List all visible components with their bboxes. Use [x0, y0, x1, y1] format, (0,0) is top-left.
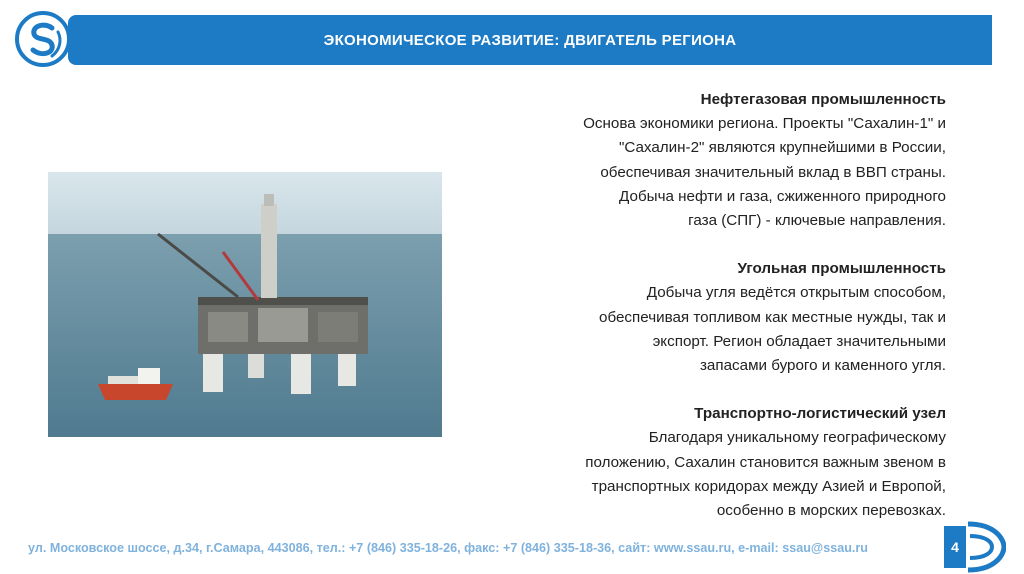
section-body: Добыча угля ведётся открытым способом, обеспечивая топливом как местные нужды, так и экспорт. Регион обладает значительными запасами бурого и каменного угля.	[599, 284, 946, 375]
section-heading: Транспортно-логистический узел	[694, 405, 946, 423]
corner-logo-icon	[966, 520, 1006, 574]
footer-contacts: ул. Московское шоссе, д.34, г.Самара, 443086, тел.: +7 (846) 335-18-26, факс: +7 (846) 335-18-36, сайт: www.ssau.ru, e-mail: ssau@ssau.ru	[28, 541, 869, 555]
section-body: Основа экономики региона. Проекты "Сахалин-1" и "Сахалин-2" являются крупнейшими в России, обеспечивая значительный вклад в ВВП страны. Добыча нефти и газа, сжиженного природного газа (СПГ) - ключевые направления.	[583, 115, 946, 230]
ssau-logo-icon	[14, 10, 72, 68]
page-title: ЭКОНОМИЧЕСКОЕ РАЗВИТИЕ: ДВИГАТЕЛЬ РЕГИОНА	[323, 31, 737, 49]
offshore-oil-platform-image	[48, 172, 442, 437]
section-heading: Нефтегазовая промышленность	[700, 91, 946, 108]
section-oil-gas	[476, 88, 946, 233]
text-column	[476, 88, 946, 547]
section-coal	[476, 257, 946, 378]
section-heading: Угольная промышленность	[737, 260, 946, 278]
section-body: Благодаря уникальному географическому положению, Сахалин становится важным звеном в транспортных коридорах между Азией и Европой, особенно в морских перевозках.	[585, 429, 946, 520]
section-logistics	[476, 402, 946, 523]
title-bar	[68, 15, 992, 65]
page-number: 4	[944, 526, 966, 568]
